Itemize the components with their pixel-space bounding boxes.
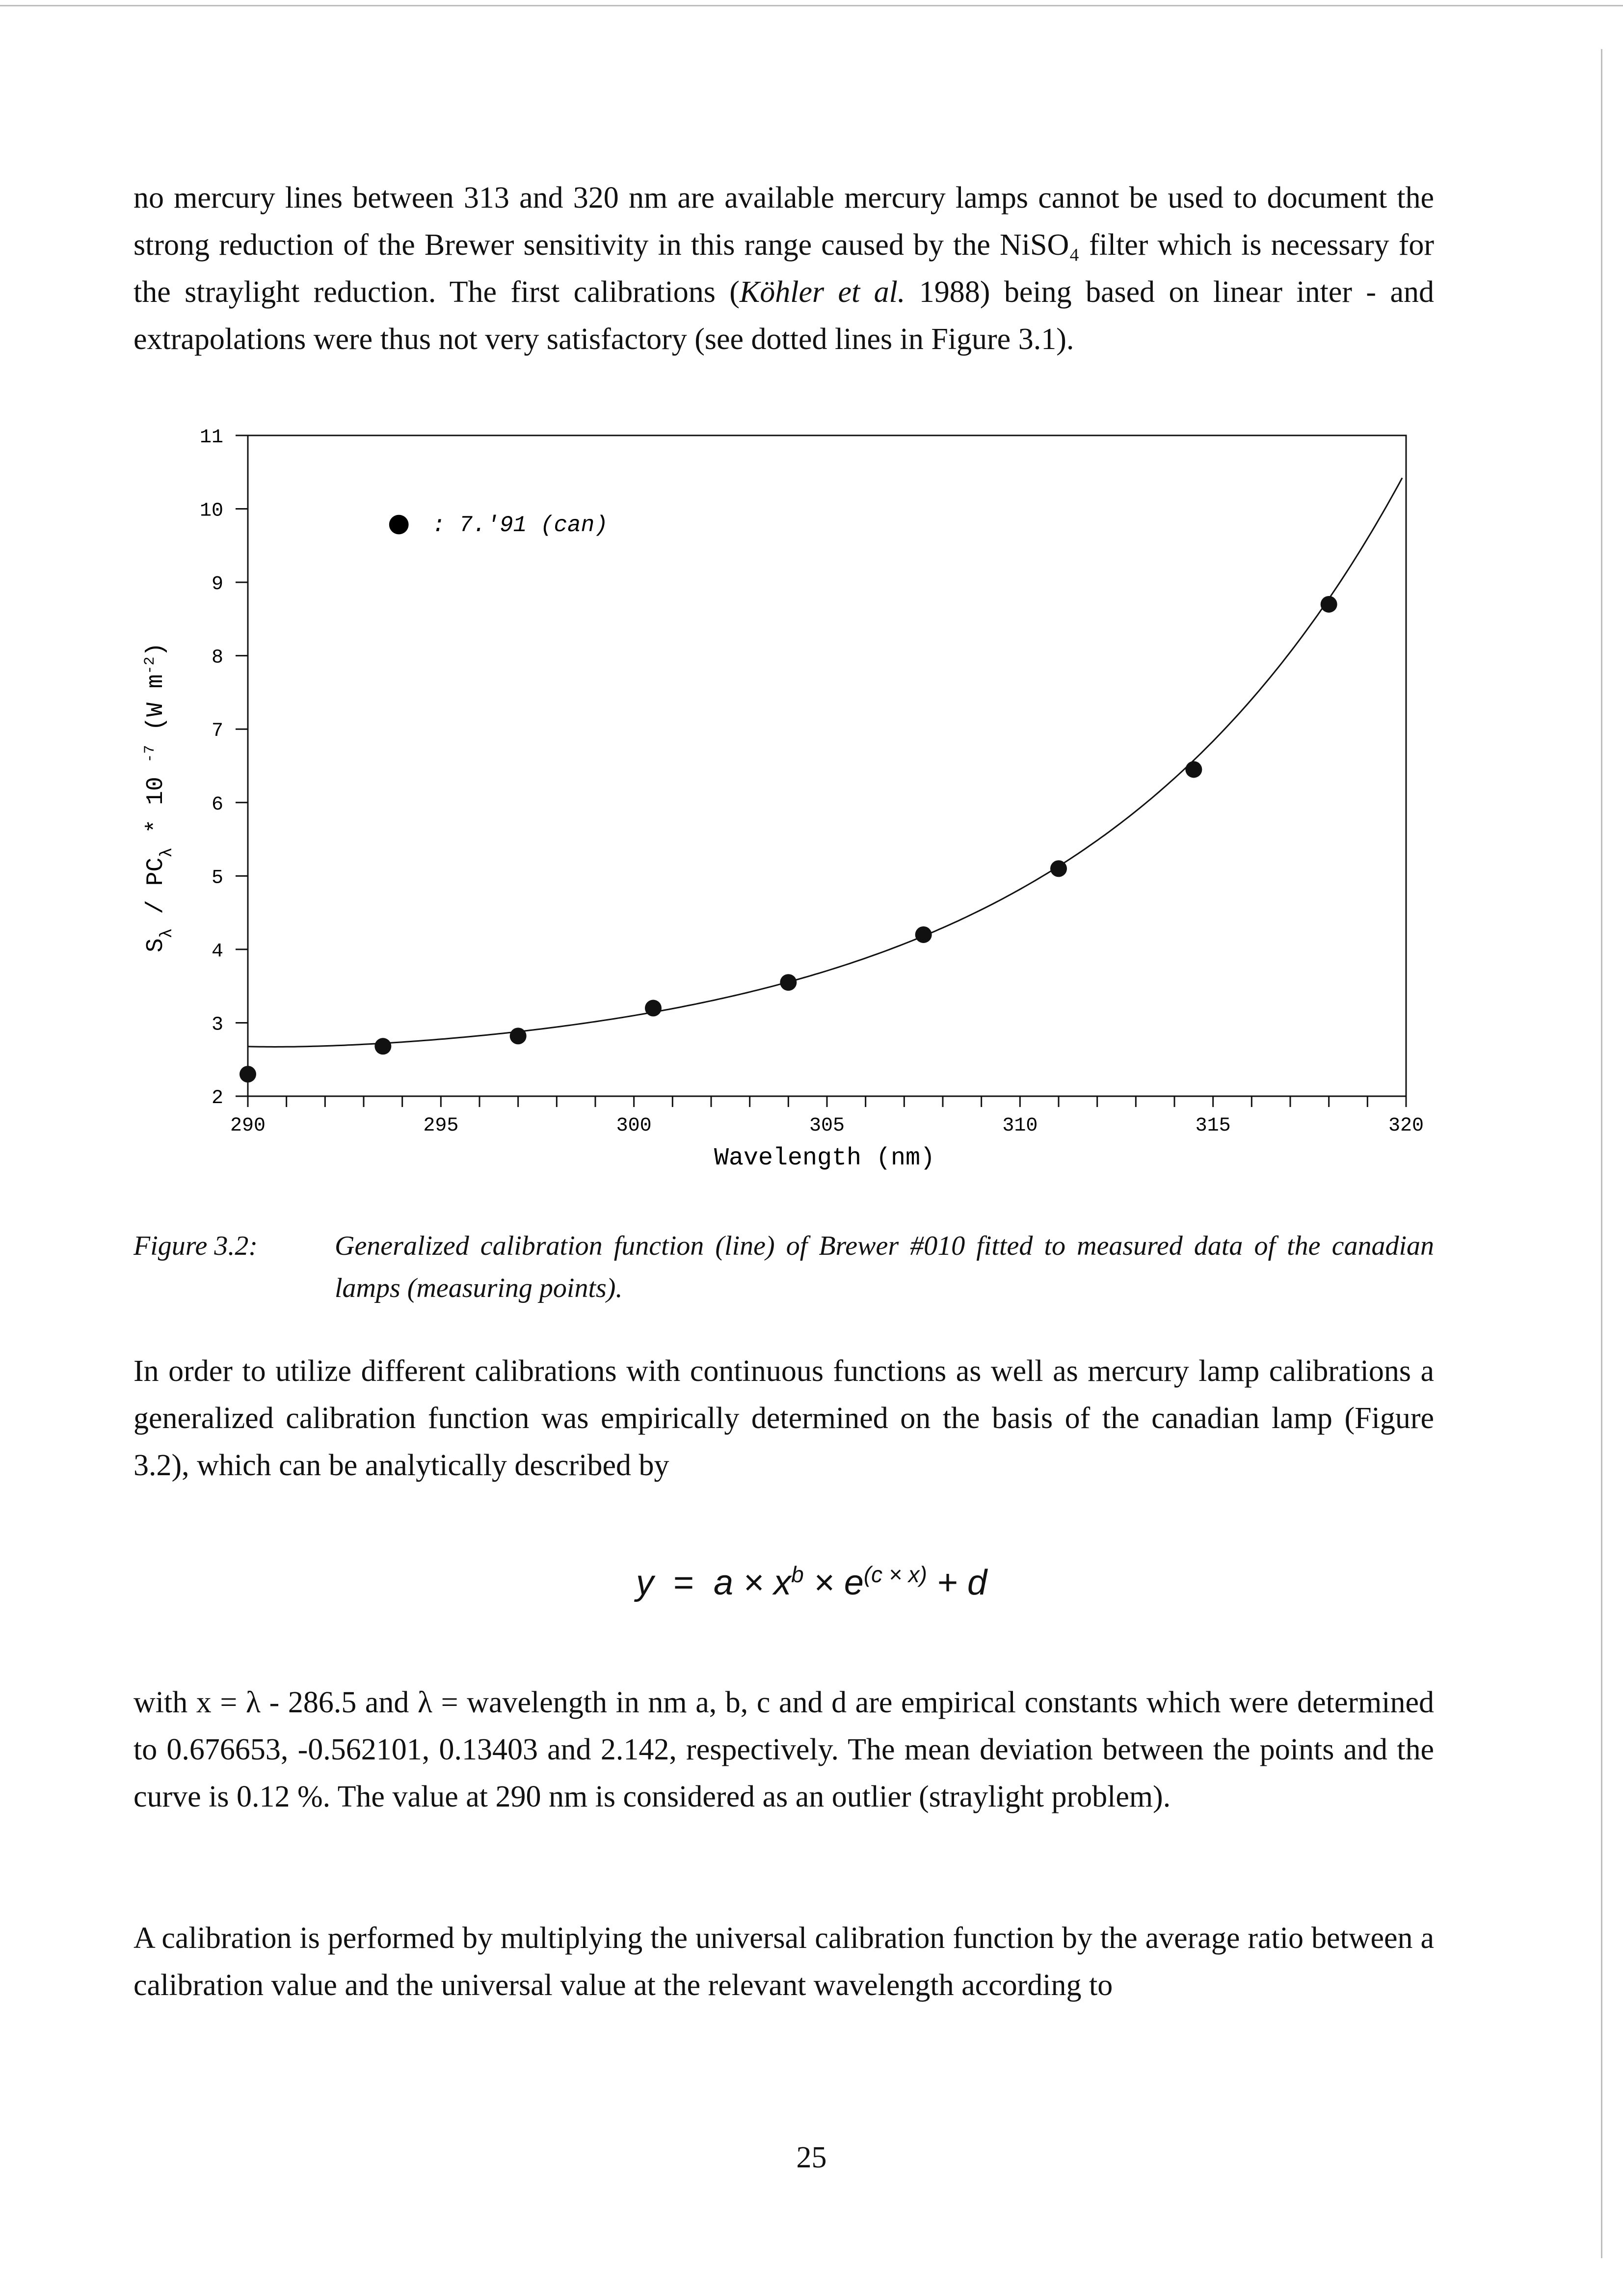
x-tick-label: 320 (1388, 1115, 1424, 1137)
y-axis-ticks (200, 427, 248, 1109)
x-tick-label: 290 (230, 1115, 266, 1137)
caption-text: Generalized calibration function (line) of Brewer #010 fitted to measured data of the canadian lamps (measuring points). (335, 1231, 1434, 1303)
data-points (239, 596, 1337, 1082)
paragraph-constants: with x = λ - 286.5 and λ = wavelength in nm a, b, c and d are empirical constants which were determined to 0.676653, -0.562101, 0.13403 and 2.142, respectively. The mean deviation between the points and the curve is 0.12 %. The value at 290 nm is considered as an outlier (straylight problem). (133, 1686, 1434, 1813)
data-point (1185, 761, 1202, 778)
y-tick-label: 8 (211, 647, 223, 669)
plot-frame (248, 435, 1406, 1096)
y-tick-label: 11 (199, 427, 223, 449)
data-point (239, 1066, 256, 1082)
y-tick-label: 4 (211, 940, 223, 963)
x-axis-label: Wavelength (nm) (714, 1144, 935, 1172)
page-number: 25 (796, 2141, 827, 2174)
x-tick-label: 295 (423, 1115, 459, 1137)
legend-marker: ● (388, 508, 410, 538)
paragraph-calibration: A calibration is performed by multiplying the universal calibration function by the average ratio between a calibration value and the universal value at the relevant wavelength according to (133, 1921, 1434, 2002)
y-axis-label: $S_\lambda / PC_\lambda * 10$ $^{-7}$ (W $m^{-2}$) (142, 642, 177, 952)
x-tick-label: 310 (1002, 1115, 1038, 1137)
plot-area-border (248, 435, 1406, 1096)
right-edge-line (1601, 49, 1602, 2258)
caption-label: Figure 3.2: (133, 1231, 258, 1261)
y-tick-label: 2 (211, 1087, 223, 1109)
y-tick-label: 5 (211, 867, 223, 890)
data-point (645, 1000, 662, 1017)
data-point (1050, 860, 1067, 877)
citation: Köhler et al. (739, 275, 905, 309)
paragraph-intro: no mercury lines between 313 and 320 nm are available mercury lamps cannot be used to document the strong reduction of the Brewer sensitivity in this range caused by the NiSO₄ filter which is necessary for the straylight reduction. The first calibrations (Köhler et al. 1988) being based on linear inter - and extrapolations were thus not very satisfactory (see dotted lines in Figure 3.1). (133, 181, 1434, 356)
x-tick-label: 305 (809, 1115, 845, 1137)
y-tick-label: 3 (211, 1014, 223, 1036)
paragraph-method: In order to utilize different calibrations with continuous functions as well as mercury lamp calibrations a generalized calibration function was empirically determined on the basis of the canadian lamp (Figure 3.2), which can be analytically described by (133, 1354, 1434, 1482)
fit-curve (248, 478, 1402, 1047)
data-point (374, 1038, 391, 1054)
data-point (780, 974, 797, 991)
x-tick-label: 315 (1195, 1115, 1231, 1137)
equation: $y = a \times x^b \times e^{(c \times x)} + d$ (636, 1562, 987, 1602)
data-point (510, 1027, 527, 1044)
legend-label: : 7.'91 (can) (432, 513, 608, 538)
y-tick-label: 10 (199, 500, 223, 522)
legend (388, 508, 608, 538)
x-axis-ticks (230, 1096, 1424, 1137)
data-point (915, 926, 932, 943)
y-tick-label: 9 (211, 573, 223, 596)
calibration-figure (118, 412, 1453, 1178)
x-tick-label: 300 (616, 1115, 652, 1137)
y-tick-label: 7 (211, 720, 223, 743)
top-edge-line (0, 5, 1623, 6)
data-point (1321, 596, 1337, 613)
y-tick-label: 6 (211, 793, 223, 816)
